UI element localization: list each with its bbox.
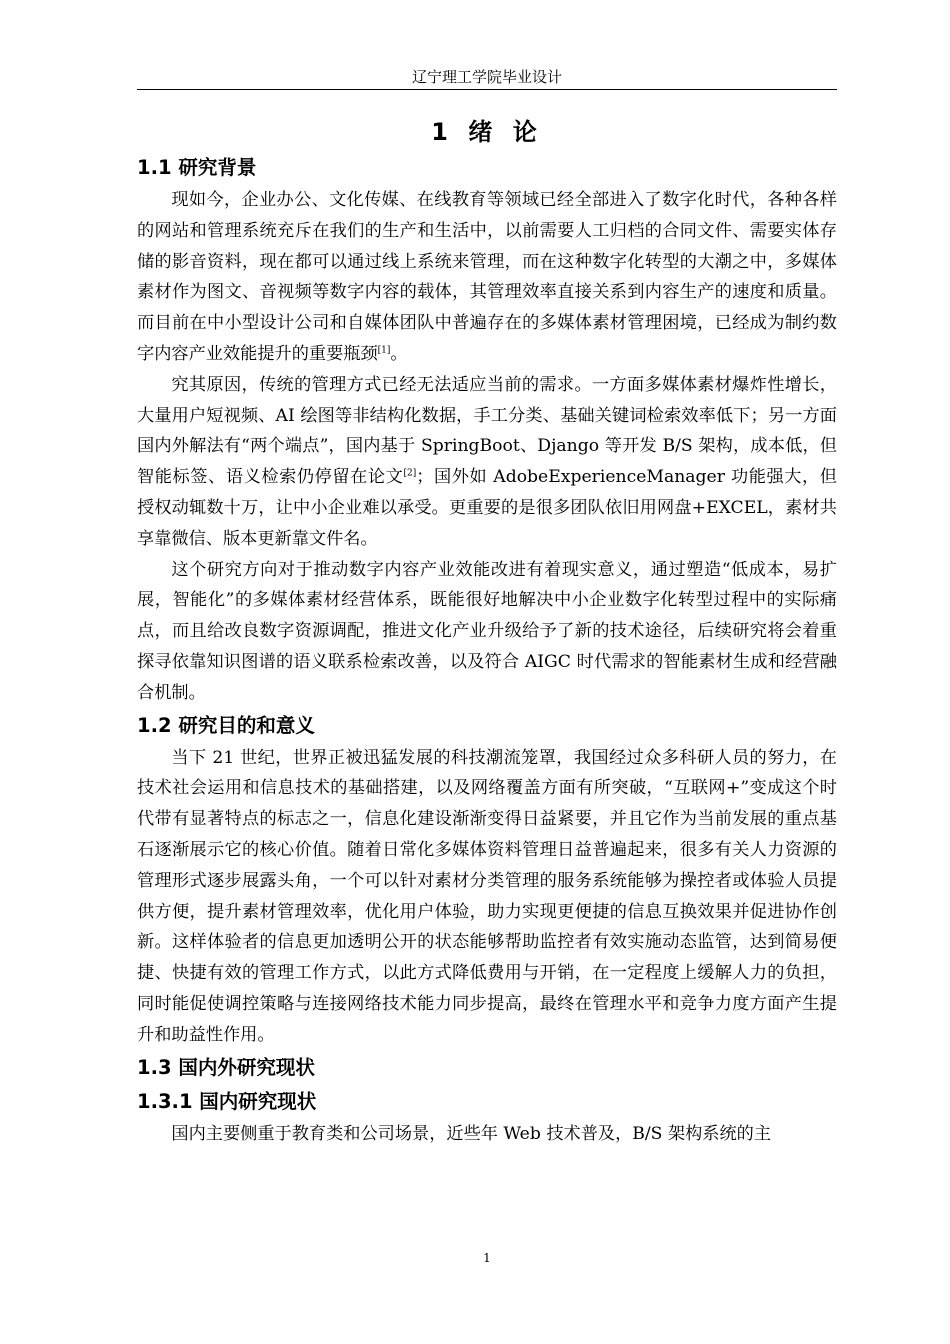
paragraph-1-2-a: 当下 21 世纪，世界正被迅猛发展的科技潮流笼罩，我国经过众多科研人员的努力，在技术社会运用和信息技术的基础搭建，以及网络覆盖方面有所突破，“互联网+”变成这个时代带有显著特点的标志之一，信息化建设渐渐变得日益紧要，并且它作为当前发展的重点基石逐渐展示它的核心价值。随着日常化多媒体资料管理日益普遍起来，很多有关人力资源的管理形式逐步展露头角，一个可以针对素材分类管理的服务系统能够为操控者或体验人员提供方便，提升素材管理效率，优化用户体验，助力实现更便捷的信息互换效果并促进协作创新。这样体验者的信息更加透明公开的状态能够帮助监控者有效实施动态监管，达到简易便捷、快捷有效的管理工作方式，以此方式降低费用与开销，在一定程度上缓解人力的负担，同时能促使调控策略与连接网络技术能力同步提高，最终在管理水平和竞争力度方面产生提升和助益性作用。: [137, 747, 837, 1045]
paragraph-1-1-b: [137, 370, 837, 555]
page-number: 1: [483, 1251, 491, 1265]
section-heading-1-3: 1.3 国内外研究现状: [137, 1055, 315, 1079]
chapter-title: 1 绪 论: [431, 118, 543, 146]
running-header: 辽宁理工学院毕业设计: [411, 68, 562, 86]
header-rule: [137, 89, 837, 90]
paragraph-1-3-1-a: 国内主要侧重于教育类和公司场景，近些年 Web 技术普及，B/S 架构系统的主: [171, 1123, 772, 1144]
paragraph-text: 究其原因，传统的管理方式已经无法适应当前的需求。一方面多媒体素材爆炸性增长，大量用户短视频、AI 绘图等非结构化数据，手工分类、基础关键词检索效率低下；另一方面国内外解法有“两个端点”，国内基于 SpringBoot、Django 等开发 B/S 架构，成本低，但智能标签、语义检索仍停留在论文: [137, 374, 837, 488]
section-heading-1-2: 1.2 研究目的和意义: [137, 713, 315, 737]
paragraph-tail: ；国外如 AdobeExperienceManager 功能强大，但授权动辄数十万，让中小企业难以承受。更重要的是很多团队依旧用网盘+EXCEL，素材共享靠微信、版本更新靠文件名。: [137, 467, 837, 549]
citation-2: [2]: [403, 468, 417, 479]
page-content: [137, 113, 837, 1149]
paragraph-1-1-c: 这个研究方向对于推动数字内容产业效能改进有着现实意义，通过塑造“低成本，易扩展，智能化”的多媒体素材经营体系，既能很好地解决中小企业数字化转型过程中的实际痛点，而且给改良数字资源调配，推进文化产业升级给予了新的技术途径，后续研究将会着重探寻依靠知识图谱的语义联系检索改善，以及符合 AIGC 时代需求的智能素材生成和经营融合机制。: [137, 559, 837, 703]
paragraph-1-1-a: [137, 185, 837, 370]
subsection-heading-1-3-1: 1.3.1 国内研究现状: [137, 1089, 317, 1113]
paragraph-text: 现如今，企业办公、文化传媒、在线教育等领域已经全部进入了数字化时代，各种各样的网站和管理系统充斥在我们的生产和生活中，以前需要人工归档的合同文件、需要实体存储的影音资料，现在都可以通过线上系统来管理，而在这种数字化转型的大潮之中，多媒体素材作为图文、音视频等数字内容的载体，其管理效率直接关系到内容生产的速度和质量。而目前在中小型设计公司和自媒体团队中普遍存在的多媒体素材管理困境，已经成为制约数字内容产业效能提升的重要瓶颈: [137, 190, 837, 364]
paragraph-tail: 。: [390, 343, 408, 364]
section-heading-1-1: 1.1 研究背景: [137, 156, 257, 179]
citation-1: [1]: [377, 345, 391, 356]
